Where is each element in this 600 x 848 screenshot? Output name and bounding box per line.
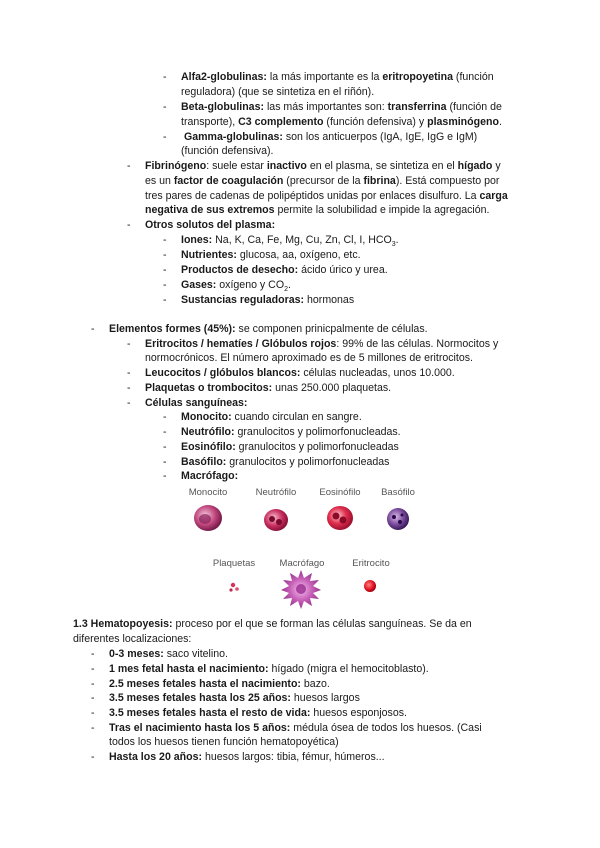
iones-line: Iones: Na, K, Ca, Fe, Mg, Cu, Zn, Cl, I, $HCO_3$. [181,234,399,249]
fibrinogeno-line2: es un factor de coagulación (precursor de la fibrina). Está compuesto por [145,175,500,187]
plaquetas-cell-icon [229,583,238,592]
bullet: - [163,470,167,482]
bullet: - [163,249,167,261]
blood-cells-figure-bottom [215,568,385,613]
bullet: - [163,234,167,246]
bullet: - [127,219,131,231]
hemato-item: 1 mes fetal hasta el nacimiento: hígado (migra el hemocitoblasto). [109,663,429,675]
bullet: - [163,264,167,276]
bullet: - [163,441,167,453]
bullet: - [91,707,95,719]
formes-line: Elementos formes (45%): se componen prinicpalmente de células. [109,323,428,335]
gamma-line2: (función defensiva). [181,145,274,157]
figure-label-eritrocito: Eritrocito [352,558,390,569]
plaq-line: Plaquetas o trombocitos: unas 250.000 plaquetas. [145,382,392,394]
gamma-line1: Gamma-globulinas: son los anticuerpos (IgA, IgE, IgG e IgM) [184,131,478,143]
alfa2-line2: reguladora) (que se sintetiza en el riñón). [181,86,375,98]
beta-line2: transporte), C3 complemento (función defensiva) y plasminógeno. [181,116,502,128]
bullet: - [127,367,131,379]
eosinofilo-line: Eosinófilo: granulocitos y polimorfonucleadas [181,441,399,453]
figure-label-basofilo: Basófilo [381,487,415,498]
figure-label-monocito: Monocito [188,487,228,498]
basofilo-cell-icon [387,508,409,530]
hemato-item: 0-3 meses: saco vitelino. [109,648,228,660]
alfa2-line1: Alfa2-globulinas: la más importante es la eritropoyetina (función [181,71,494,83]
figure-label-eosinofilo: Eosinófilo [319,487,361,498]
nutrientes-line: Nutrientes: glucosa, aa, oxígeno, etc. [181,249,361,261]
bullet: - [91,663,95,675]
bullet: - [163,426,167,438]
bullet: - [163,411,167,423]
monocito-cell-icon [194,505,222,531]
bullet: - [163,456,167,468]
bullet: - [163,294,167,306]
fibrinogeno-line4: negativa de sus extremos permite la solubilidad e impide la agregación. [145,204,490,216]
bullet: - [91,648,95,660]
bullet: - [163,279,167,291]
figure-label-neutrofilo: Neutrófilo [255,487,297,498]
figure-label-macrofago: Macrófago [279,558,325,569]
hemato-item: 2.5 meses fetales hasta el nacimiento: bazo. [109,678,330,690]
bullet: - [127,382,131,394]
blood-cells-figure-top [180,498,420,548]
hemato-item: Tras el nacimiento hasta los 5 años: médula ósea de todos los huesos. (Casi [109,722,482,734]
basofilo-line: Basófilo: granulocitos y polimorfonucleadas [181,456,390,468]
macrofago-cell-icon [281,570,321,609]
bullet: - [91,678,95,690]
figure-label-plaquetas: Plaquetas [212,558,256,569]
hemato-item: Hasta los 20 años: huesos largos: tibia, fémur, húmeros... [109,751,385,763]
hemato-item: 3.5 meses fetales hasta el resto de vida: huesos esponjosos. [109,707,407,719]
bullet: - [163,71,167,83]
eritro-line2: normocrónicos. El número aproximado es de 5 millones de eritrocitos. [145,352,473,364]
reguladoras-line: Sustancias reguladoras: hormonas [181,294,355,306]
beta-line1: Beta-globulinas: las más importantes son: transferrina (función de [181,101,502,113]
bullet: - [127,160,131,172]
hemato-item: 3.5 meses fetales hasta los 25 años: huesos largos [109,692,360,704]
bullet: - [91,692,95,704]
leuco-line: Leucocitos / glóbulos blancos: células nucleadas, unos 10.000. [145,367,455,379]
fibrinogeno-line1: Fibrinógeno: suele estar inactivo en el plasma, se sintetiza en el hígado y [145,160,501,172]
bullet: - [91,751,95,763]
sang-title: Células sanguíneas: [145,397,248,409]
monocito-line: Monocito: cuando circulan en sangre. [181,411,362,423]
neutrofilo-cell-icon [264,509,288,531]
bullet: - [163,131,167,143]
bullet: - [91,722,95,734]
hemato-line2: diferentes localizaciones: [73,633,192,645]
gases-line: Gases: oxígeno y $CO_2$. [181,279,291,294]
neutrofilo-line: Neutrófilo: granulocitos y polimorfonucleadas. [181,426,401,438]
eritro-line1: Eritrocitos / hematíes / Glóbulos rojos: 99% de las células. Normocitos y [145,338,499,350]
eosinofilo-cell-icon [327,506,353,530]
macrofago-line: Macrófago: [181,470,239,482]
bullet: - [91,323,95,335]
bullet: - [127,338,131,350]
bullet: - [127,397,131,409]
hemato-line1: 1.3 Hematopoyesis: proceso por el que se forman las células sanguíneas. Se da en [73,618,472,630]
otros-title: Otros solutos del plasma: [145,219,276,231]
hemato-item-cont: todos los huesos tienen función hematopoyética) [109,736,339,748]
desecho-line: Productos de desecho: ácido úrico y urea. [181,264,388,276]
eritrocito-cell-icon [364,580,376,592]
bullet: - [163,101,167,113]
fibrinogeno-line3: tres pares de cadenas de polipéptidos unidas por enlaces disulfuro. La carga [145,190,508,202]
